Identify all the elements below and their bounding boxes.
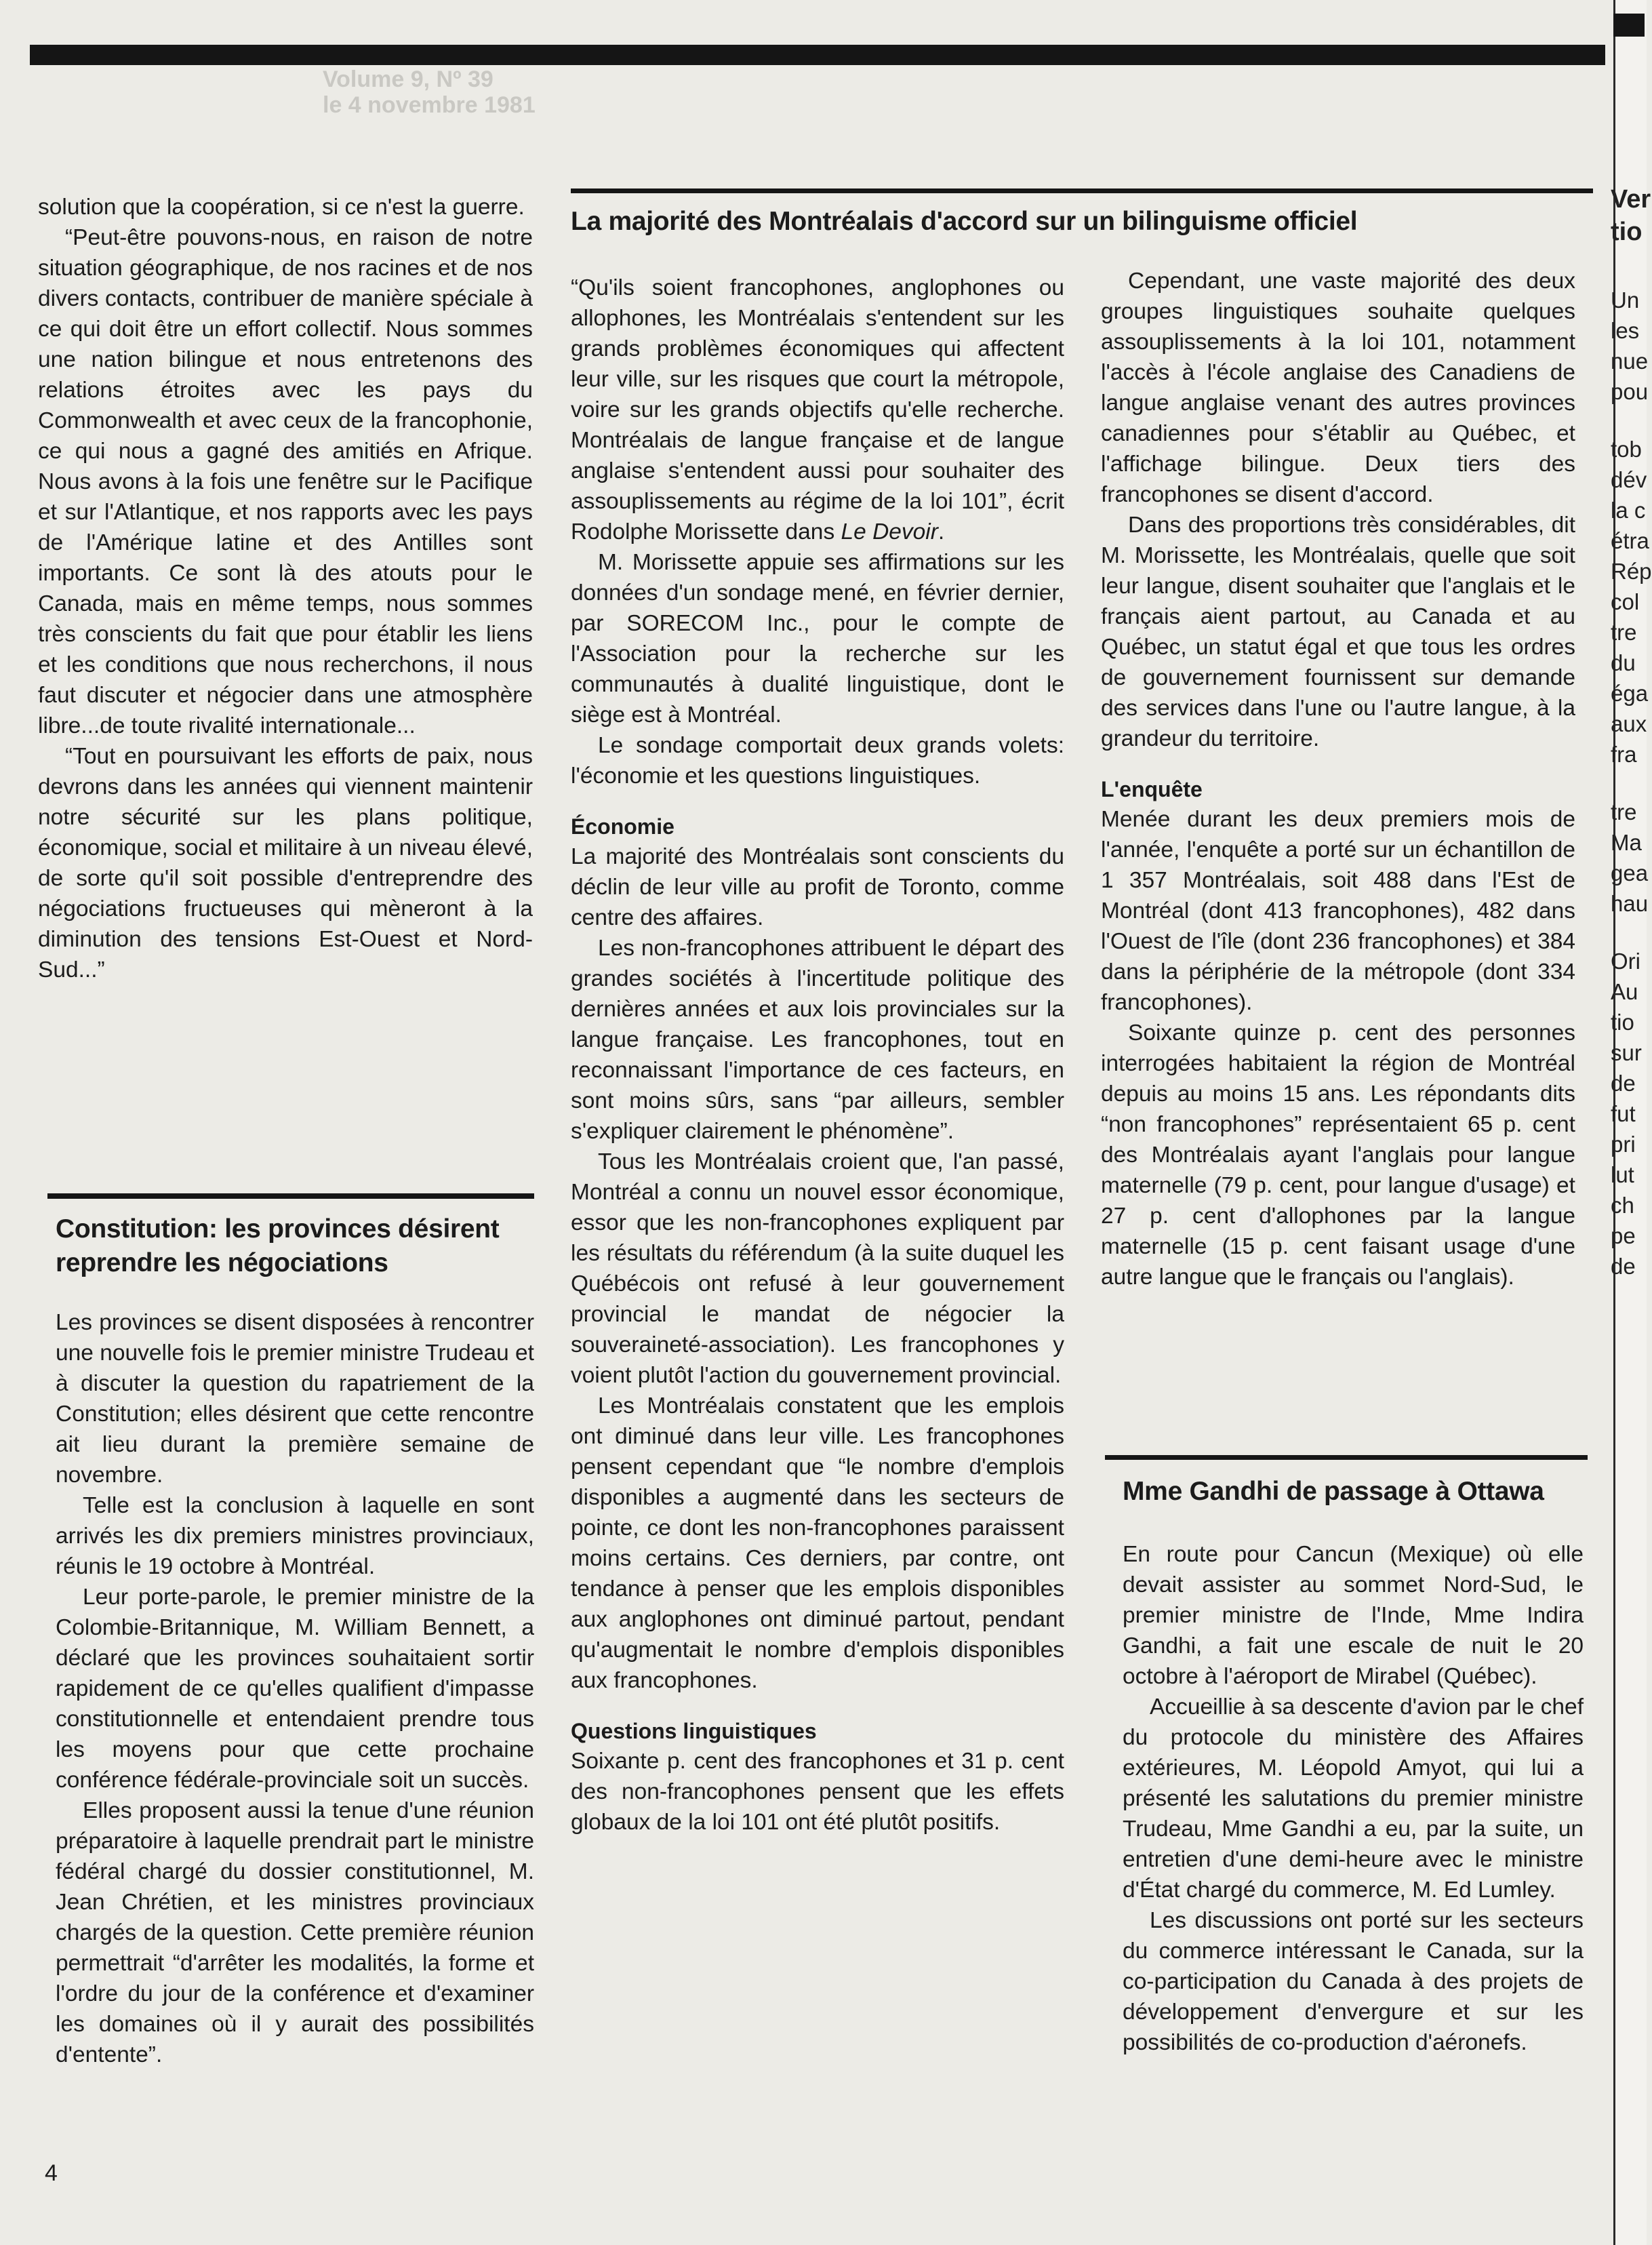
economie-paragraph: Les Montréalais constatent que les emplois ont diminué dans leur ville. Les francophones pensent cependant que “le nombre d'emplois disponibles a augmenté dans les secteurs de pointe, ce dont les non-francophones paraissent moins certains. Ces derniers, par contre, ont tendance à penser que les emplois disponibles aux anglophones ont diminué partout, pendant qu'augmentait le nombre d'emplois disponibles aux francophones. (571, 1393, 1064, 1693)
edge-text-fragment: sur (1611, 1040, 1642, 1065)
enquete-paragraph: Menée durant les deux premiers mois de l'année, l'enquête a porté sur un échantillon de 1 357 Montréalais, soit 488 dans l'Est de Montréal (dont 413 francophones), 482 dans l'Ouest de l'île (dont 236 francophones) et 384 dans la périphérie de la métropole (dont 334 francophones). (1101, 807, 1575, 1015)
economie-paragraph: La majorité des Montréalais sont conscients du déclin de leur ville au profit de Toronto, comme centre des affaires. (571, 844, 1064, 930)
edge-text-fragment: tre (1611, 620, 1637, 645)
edge-text-fragment: ch (1611, 1193, 1634, 1218)
next-page-top-rule (1613, 14, 1645, 37)
edge-text-fragment: éga (1611, 681, 1649, 706)
edge-text-fragment: Rép (1611, 559, 1652, 584)
intro-newspaper: Le Devoir (841, 519, 938, 544)
edge-text-fragment: aux (1611, 711, 1647, 736)
bilinguisme-column-3 (1101, 266, 1575, 1292)
constitution-paragraph: Elles proposent aussi la tenue d'une réunion préparatoire à laquelle prendrait part le ministre fédéral chargé du dossier constitutionnel, M. Jean Chrétien, et les ministres provinciaux chargés de la question. Cette première réunion permettrait “d'arrêter les modalités, la forme et l'ordre du jour de la conférence et d'examiner les domaines où il y aurait des possibilités d'entente”. (56, 1798, 534, 2067)
gandhi-title: Mme Gandhi de passage à Ottawa (1123, 1477, 1544, 1506)
gandhi-paragraph: Les discussions ont porté sur les secteurs du commerce intéressant le Canada, sur la co-participation du Canada à des projets de développement d'envergure et sur les possibilités de co-production d'aéronefs. (1123, 1908, 1584, 2055)
edge-text-fragment: de (1611, 1071, 1636, 1096)
edge-text-fragment: hau (1611, 891, 1649, 916)
constitution-title: Constitution: les provinces désirent reprendre les négociations (56, 1214, 500, 1277)
edge-text-fragment: Un (1611, 287, 1640, 313)
bilinguisme-paragraph: Dans des proportions très considérables, dit M. Morissette, les Montréalais, quelle que soit leur langue, disent souhaiter que l'anglais et le français aient partout, au Canada et au Québec, un statut égal et que tous les ordres de gouvernement fournissent sur demande des services dans l'une ou l'autre langue, à la grandeur du territoire. (1101, 513, 1575, 751)
economie-paragraph: Tous les Montréalais croient que, l'an passé, Montréal a connu un nouvel essor économique, essor que les non-francophones expliquent par les résultats du référendum (à la suite duquel les Québécois ont refusé à leur gouvernement provincial le mandat de négocier la souveraineté-association). Les francophones y voient plutôt l'action du gouvernement provincial. (571, 1149, 1064, 1388)
gandhi-paragraph: En route pour Cancun (Mexique) où elle devait assister au sommet Nord-Sud, le premier ministre de l'Inde, Mme Indira Gandhi, a fait une escale de nuit le 20 octobre à l'aéroport de Mirabel (Québec). (1123, 1542, 1584, 1689)
edge-text-fragment: étra (1611, 528, 1649, 553)
constitution-paragraph: Les provinces se disent disposées à rencontrer une nouvelle fois le premier ministre Trudeau et à discuter la question du rapatriement de la Constitution; elles désirent que cette rencontre ait lieu durant la première semaine de novembre. (56, 1310, 534, 1488)
edge-text-fragment: tio (1611, 1010, 1634, 1035)
edge-text-fragment: gea (1611, 860, 1649, 886)
edge-text-fragment: dév (1611, 467, 1647, 492)
bilinguisme-rule (571, 188, 1593, 193)
constitution-article (56, 1307, 534, 2070)
bilinguisme-title: La majorité des Montréalais d'accord sur un bilinguisme officiel (571, 207, 1358, 236)
constitution-paragraph: Leur porte-parole, le premier ministre de la Colombie-Britannique, M. William Bennett, a déclaré que les provinces souhaitaient sortir rapidement de ce qu'elles qualifient d'impasse constitutionnelle et entendaient prendre tous les moyens pour que cette prochaine conférence fédérale-provinciale soit un succès. (56, 1585, 534, 1793)
edge-heading-fragment: Ver (1611, 185, 1651, 214)
subhead-economie: Économie (571, 814, 674, 839)
gandhi-article (1123, 1539, 1584, 2058)
edge-text-fragment: col (1611, 589, 1640, 614)
bilinguisme-column-2 (571, 273, 1064, 1837)
intro-text: “Qu'ils soient francophones, anglophones ou allophones, les Montréalais s'entendent sur les grands problèmes économiques qui affectent leur ville, sur les risques que court la métropole, voire sur les grands objectifs qu'elle recherche. Montréalais de langue française et de langue anglaise s'entendent aussi pour souhaiter des assouplissements au régime de la loi 101”, écrit Rodolphe Morissette dans (571, 275, 1064, 544)
edge-text-fragment: lut (1611, 1162, 1634, 1187)
col1-paragraph: “Peut-être pouvons-nous, en raison de notre situation géographique, de nos racines et de nos divers contacts, contribuer de manière spéciale à ce qui doit être un effort collectif. Nous sommes une nation bilingue et nous entretenons des relations étroites avec les pays du Commonwealth et avec ceux de la francophonie, ce qui nous a gagné des amitiés en Afrique. Nous avons à la fois une fenêtre sur le Pacifique et sur l'Atlantique, et nos rapports avec les pays de l'Amérique latine et des Antilles sont importants. Ce sont là des atouts pour le Canada, mais en même temps, nous sommes très conscients du fait que pour établir les liens et les conditions que nous recherchons, il nous faut discuter et négocier dans une atmosphère libre...de toute rivalité internationale... (38, 225, 533, 738)
edge-text-fragment: tob (1611, 437, 1642, 462)
edge-text-fragment: nue (1611, 349, 1649, 374)
top-rule (30, 45, 1605, 65)
edge-text-fragment: pe (1611, 1223, 1636, 1248)
edge-text-fragment: la c (1611, 498, 1646, 523)
column-1 (38, 192, 533, 985)
gandhi-rule (1105, 1455, 1588, 1460)
gandhi-paragraph: Accueillie à sa descente d'avion par le chef du protocole du ministère des Affaires extérieures, M. Léopold Amyot, qui lui a présenté les salutations du premier ministre Trudeau, Mme Gandhi a eu, par la suite, un entretien d'une demi-heure avec le ministre d'État chargé du commerce, M. Ed Lumley. (1123, 1694, 1584, 1903)
edge-text-fragment: les (1611, 318, 1640, 343)
edge-text-fragment: pri (1611, 1132, 1636, 1157)
col1-paragraph: “Tout en poursuivant les efforts de paix, nous devrons dans les années qui viennent maintenir notre sécurité sur les plans politique, économique, social et militaire à un niveau élevé, de sorte qu'il soit possible d'entreprendre des négociations fructueuses qui mèneront à la diminution des tensions Est-Ouest et Nord-Sud...” (38, 744, 533, 982)
edge-text-fragment: Ori (1611, 949, 1640, 974)
edge-text-fragment: Ma (1611, 830, 1642, 855)
edge-text-fragment: Au (1611, 979, 1638, 1004)
intro-end: . (938, 519, 945, 544)
enquete-paragraph: Soixante quinze p. cent des personnes interrogées habitaient la région de Montréal depuis au moins 15 ans. Les répondants dits “non francophones” représentaient 65 p. cent des Montréalais ayant l'anglais pour langue maternelle (79 p. cent, pour langue d'usage) et 27 p. cent d'allophones par la langue maternelle (15 p. cent faisant usage d'une autre langue que le français ou l'anglais). (1101, 1020, 1575, 1290)
bilinguisme-paragraph: M. Morissette appuie ses affirmations sur les données d'un sondage mené, en février dernier, par SORECOM Inc., pour le compte de l'Association pour la recherche sur les communautés à dualité linguistique, dont le siège est à Montréal. (571, 550, 1064, 728)
constitution-rule (47, 1193, 534, 1199)
col1-paragraph: solution que la coopération, si ce n'est la guerre. (38, 195, 525, 220)
bilinguisme-intro (571, 273, 1064, 547)
ghost-header-line-2: le 4 novembre 1981 (323, 92, 536, 118)
ghost-header-line-1: Volume 9, Nº 39 (323, 66, 493, 92)
edge-text-fragment: du (1611, 650, 1636, 675)
bilinguisme-paragraph: Le sondage comportait deux grands volets: l'économie et les questions linguistiques. (571, 733, 1064, 789)
subhead-questions-linguistiques: Questions linguistiques (571, 1719, 817, 1743)
page-number: 4 (45, 2160, 58, 2186)
subhead-enquete: L'enquête (1101, 777, 1203, 801)
edge-text-fragment: de (1611, 1254, 1636, 1279)
constitution-paragraph: Telle est la conclusion à laquelle en sont arrivés les dix premiers ministres provinciaux, réunis le 19 octobre à Montréal. (56, 1493, 534, 1579)
edge-text-fragment: fut (1611, 1101, 1636, 1126)
edge-heading-fragment: tio (1611, 218, 1643, 246)
questions-paragraph: Soixante p. cent des francophones et 31 p. cent des non-francophones pensent que les effets globaux de la loi 101 ont été plutôt positifs. (571, 1749, 1064, 1835)
edge-text-fragment: pou (1611, 379, 1649, 404)
bilinguisme-paragraph: Cependant, une vaste majorité des deux groupes linguistiques souhaite quelques assouplissements à la loi 101, notamment l'accès à l'école anglaise des Canadiens de langue anglaise venant des autres provinces canadiennes pour s'établir au Québec, et l'affichage bilingue. Deux tiers des francophones se disent d'accord. (1101, 269, 1575, 507)
edge-text-fragment: fra (1611, 742, 1637, 767)
economie-paragraph: Les non-francophones attribuent le départ des grandes sociétés à l'incertitude politique des dernières années et aux lois provinciales sur la langue française. Les francophones, tout en reconnaissant l'importance de ces facteurs, en sont moins sûrs, sans “par ailleurs, sembler s'expliquer clairement le phénomène”. (571, 936, 1064, 1144)
edge-text-fragment: tre (1611, 799, 1637, 825)
